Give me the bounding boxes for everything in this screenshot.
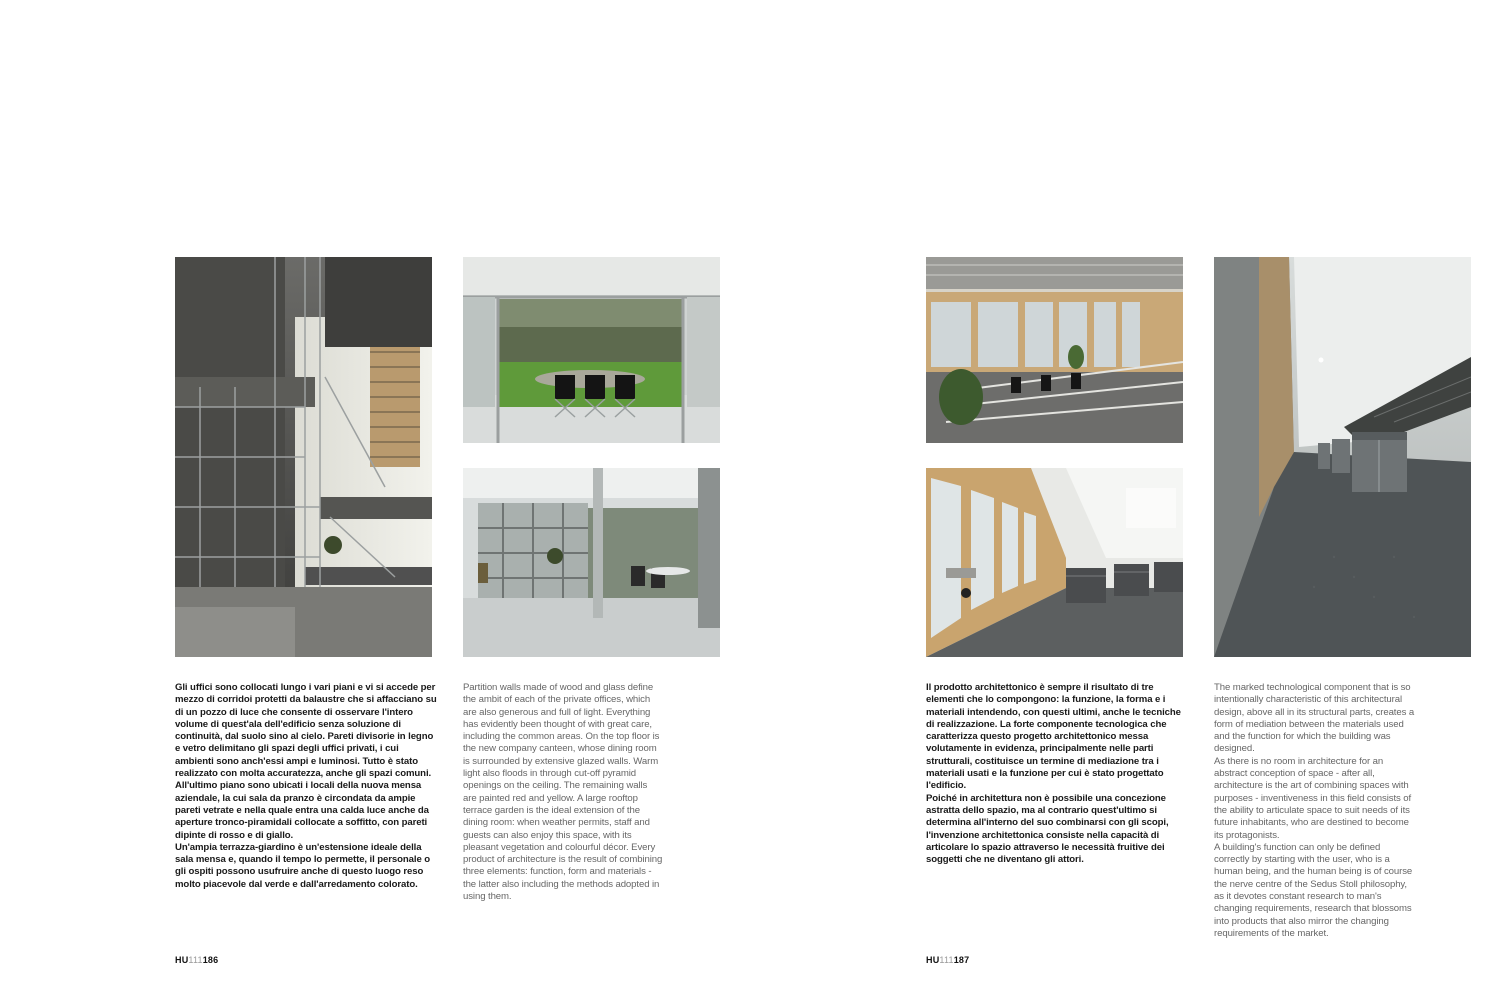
photo-tall-corridor: [1214, 257, 1471, 657]
right-english-paragraph-1: The marked technological component that is so intentionally characteristic of this architectural design, above all in its structural parts, creates a form of mediation between the materials used and the function for which the building was designed.: [1214, 682, 1415, 755]
left-page-folio: [175, 955, 218, 965]
page-number: 186: [202, 955, 219, 965]
left-english-paragraph-1: Partition walls made of wood and glass define the ambit of each of the private offices, which are also generous and full of light. Everything has evidently been thought of with great care, including the common areas. On the top floor is the new company canteen, whose dining room is surrounded by extensive glazed walls. Warm light also floods in through cut-off pyramid openings on the ceiling. The remaining walls are painted red and yellow. A large rooftop terrace garden is the ideal extension of the dining room: when weather permits, staff and guests can also enjoy this space, with its pleasant vegetation and colourful décor. Every product of architecture is the result of combining three elements: function, form and materials - the latter also including the methods adopted in using them.: [463, 682, 663, 903]
left-italian-text: [175, 682, 437, 891]
folio-issue: 111: [188, 955, 203, 965]
photo-atrium-staircase: [175, 257, 432, 657]
folio-code: HU: [926, 955, 940, 965]
right-italian-paragraph-1: Il prodotto architettonico è sempre il risultato di tre elementi che lo compongono: la funzione, la forma e i materiali intendendo, con questi ultimi, anche le tecniche di realizzazione. La forte componente tecnologica che caratterizza questo progetto architettonico messa volutamente in evidenza, principalmente nelle parti strutturali, costituisce un termine di mediazione tra i materiali usati e la funzione per cui è stato progettato l'edificio.: [926, 682, 1181, 792]
right-english-text: [1214, 682, 1416, 940]
left-italian-paragraph-1: Gli uffici sono collocati lungo i vari piani e vi si accede per mezzo di corridoi protetti da balaustre che si affacciano su di un pozzo di luce che consente di osservare l'intero volume di quest'ala dell'edificio senza soluzione di continuità, dal suolo sino al cielo. Pareti divisorie in legno e vetro delimitano gli spazi degli uffici privati, i cui ambienti sono anch'essi ampi e luminosi. Tutto è stato realizzato con molta accuratezza, anche gli spazi comuni. All'ultimo piano sono ubicati i locali della nuova mensa aziendale, la cui sala da pranzo è circondata da ampie pareti vetrate e nella quale entra una calda luce anche da aperture tronco-piramidali collocate a soffitto, con pareti dipinte di rosso e di giallo.: [175, 682, 437, 841]
left-english-text: [463, 682, 663, 903]
right-page-folio: [926, 955, 969, 965]
photo-office-corridor: [926, 468, 1183, 657]
right-italian-paragraph-2: Poiché in architettura non è possibile una concezione astratta dello spazio, ma al contrario quest'ultimo si determina all'interno del suo combinarsi con gli scopi, l'invenzione architettonica consiste nella capacità di articolare lo spazio attraverso le necessità fruitive dei soggetti che ne diventano gli attori.: [926, 792, 1169, 866]
page-number: 187: [953, 955, 970, 965]
right-english-paragraph-2: As there is no room in architecture for an abstract conception of space - after all, architecture is the art of combining spaces with purposes - inventiveness in this field consists of the ability to articulate space to suit needs of its future inhabitants, who are destined to become its protagonists.: [1214, 755, 1412, 841]
photo-office-gallery: [926, 257, 1183, 443]
photo-garden-view: [463, 257, 720, 443]
photo-lobby-staircase: [463, 468, 720, 657]
left-italian-paragraph-2: Un'ampia terrazza-giardino è un'estensione ideale della sala mensa e, quando il tempo lo permette, il personale o gli ospiti possono usufruire anche di questo luogo reso molto piacevole dal verde e dall'arredamento colorato.: [175, 841, 430, 890]
right-italian-text: [926, 682, 1188, 866]
folio-issue: 111: [939, 955, 954, 965]
folio-code: HU: [175, 955, 189, 965]
right-english-paragraph-3: A building's function can only be defined correctly by starting with the user, who is a human being, and the human being is of course the nerve centre of the Sedus Stoll philosophy, as it devotes constant research to man's changing requirements, research that blossoms into products that also mirror the changing requirements of the market.: [1214, 841, 1413, 939]
